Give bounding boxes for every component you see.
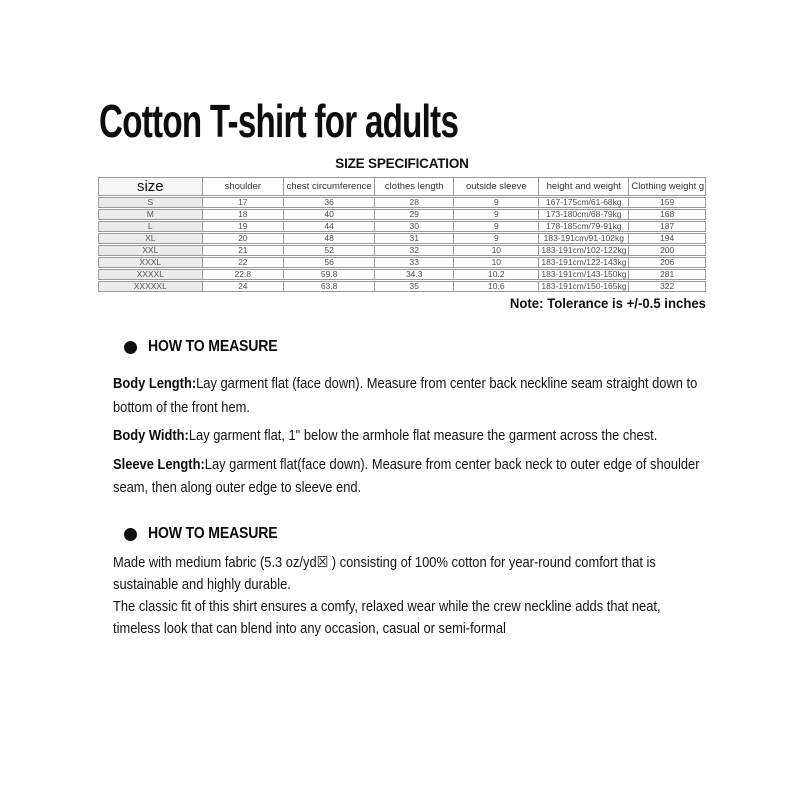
fabric-paragraph: Made with medium fabric (5.3 oz/yd☒ ) consisting of 100% cotton for year-round comfort that is sustainable and highly durable. [113, 554, 656, 593]
value-cell: 36 [284, 197, 375, 208]
value-cell: 183-191cm/102-122kg [539, 245, 629, 256]
size-cell: XXXL [98, 257, 203, 268]
value-cell: 17 [203, 197, 284, 208]
size-cell: M [98, 209, 203, 220]
how-to-measure-heading-1 [124, 338, 295, 356]
how-to-measure-heading-2 [124, 525, 295, 543]
value-cell: 183-191cm/91-102kg [539, 233, 629, 244]
section-heading-label: HOW TO MEASURE [148, 338, 278, 355]
size-cell: XXL [98, 245, 203, 256]
size-cell: XXXXL [98, 269, 203, 280]
value-cell: 63.8 [284, 281, 375, 292]
value-cell: 168 [629, 209, 706, 220]
table-row [98, 197, 706, 208]
table-row [98, 221, 706, 232]
value-cell: 21 [203, 245, 284, 256]
value-cell: 187 [629, 221, 706, 232]
value-cell: 281 [629, 269, 706, 280]
value-cell: 30 [375, 221, 454, 232]
bullet-icon [124, 341, 137, 354]
size-table [98, 176, 706, 293]
body-width-text: Lay garment flat, 1" below the armhole flat measure the garment across the chest. [188, 427, 658, 444]
table-row [98, 233, 706, 244]
fit-paragraph: The classic fit of this shirt ensures a comfy, relaxed wear while the crew neckline adds that neat, timeless look that can blend into any occasion, casual or semi-formal [113, 598, 661, 637]
value-cell: 167-175cm/61-68kg [539, 197, 629, 208]
fabric-description [113, 552, 706, 640]
value-cell: 9 [454, 233, 539, 244]
body-width-label: Body Width: [113, 427, 189, 444]
value-cell: 183-191cm/122-143kg [539, 257, 629, 268]
column-header: Clothing weight g [629, 177, 706, 196]
value-cell: 10 [454, 257, 539, 268]
value-cell: 34.3 [375, 269, 454, 280]
value-cell: 183-191cm/150-165kg [539, 281, 629, 292]
value-cell: 9 [454, 197, 539, 208]
sleeve-length-text: Lay garment flat(face down). Measure from center back neck to outer edge of shoulder seam, then along outer edge to sleeve end. [113, 455, 700, 496]
value-cell: 35 [375, 281, 454, 292]
value-cell: 9 [454, 221, 539, 232]
value-cell: 322 [629, 281, 706, 292]
size-cell: XXXXXL [98, 281, 203, 292]
value-cell: 33 [375, 257, 454, 268]
sleeve-length-item [113, 453, 706, 500]
value-cell: 22.8 [203, 269, 284, 280]
value-cell: 183-191cm/143-150kg [539, 269, 629, 280]
body-width-item [113, 424, 706, 448]
value-cell: 31 [375, 233, 454, 244]
table-row [98, 257, 706, 268]
value-cell: 18 [203, 209, 284, 220]
value-cell: 22 [203, 257, 284, 268]
table-row [98, 269, 706, 280]
value-cell: 9 [454, 209, 539, 220]
value-cell: 56 [284, 257, 375, 268]
body-length-item [113, 372, 706, 419]
table-row [98, 281, 706, 292]
body-length-label: Body Length: [113, 375, 197, 392]
body-length-text: Lay garment flat (face down). Measure from center back neckline seam straight down to bottom of the front hem. [113, 375, 698, 416]
size-cell: S [98, 197, 203, 208]
column-header: outside sleeve [454, 177, 539, 196]
value-cell: 159 [629, 197, 706, 208]
value-cell: 32 [375, 245, 454, 256]
value-cell: 29 [375, 209, 454, 220]
value-cell: 10 [454, 245, 539, 256]
page-title: Cotton T-shirt for adults [99, 95, 459, 147]
column-header: chest circumference [284, 177, 375, 196]
sleeve-length-label: Sleeve Length: [113, 455, 205, 473]
table-body [98, 197, 706, 292]
value-cell: 194 [629, 233, 706, 244]
value-cell: 48 [284, 233, 375, 244]
table-header-row [98, 177, 706, 196]
value-cell: 52 [284, 245, 375, 256]
measure-instructions [113, 372, 706, 500]
table-row [98, 245, 706, 256]
size-cell: XL [98, 233, 203, 244]
tolerance-note: Note: Tolerance is +/-0.5 inches [509, 295, 706, 311]
column-header: clothes length [375, 177, 454, 196]
value-cell: 173-180cm/68-79kg [539, 209, 629, 220]
table-row [98, 209, 706, 220]
section-heading-label: HOW TO MEASURE [148, 525, 278, 542]
size-cell: L [98, 221, 203, 232]
value-cell: 19 [203, 221, 284, 232]
column-header: size [98, 177, 203, 196]
value-cell: 10.6 [454, 281, 539, 292]
column-header: shoulder [203, 177, 284, 196]
value-cell: 178-185cm/79-91kg [539, 221, 629, 232]
size-spec-heading: SIZE SPECIFICATION [335, 156, 469, 171]
value-cell: 59.8 [284, 269, 375, 280]
value-cell: 10.2 [454, 269, 539, 280]
value-cell: 40 [284, 209, 375, 220]
value-cell: 20 [203, 233, 284, 244]
value-cell: 24 [203, 281, 284, 292]
value-cell: 200 [629, 245, 706, 256]
value-cell: 44 [284, 221, 375, 232]
value-cell: 28 [375, 197, 454, 208]
bullet-icon [124, 528, 137, 541]
column-header: height and weight [539, 177, 629, 196]
value-cell: 206 [629, 257, 706, 268]
